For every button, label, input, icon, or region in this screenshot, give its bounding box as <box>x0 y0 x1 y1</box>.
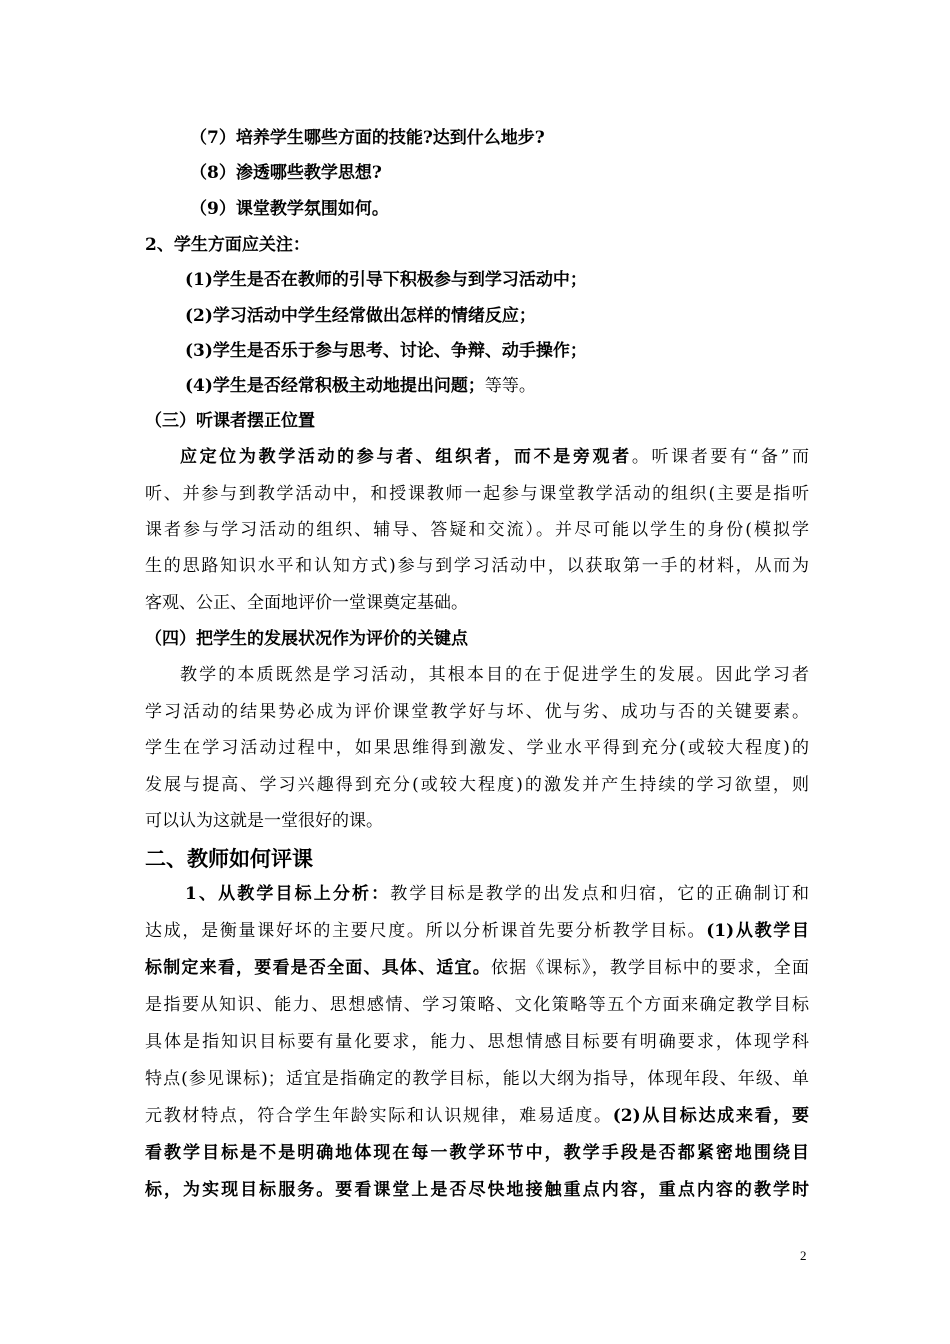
section-3-line-1 <box>180 445 809 469</box>
part-2-line-3 <box>145 956 809 980</box>
section-4-line-4: 发展与提高、学习兴趣得到充分(或较大程度)的激发并产生持续的学习欲望，则 <box>145 775 809 795</box>
section-4-line-3: 学生在学习活动过程中，如果思维得到激发、学业水平得到充分(或较大程度)的 <box>145 738 809 758</box>
student-focus-point-2: (2)学习活动中学生经常做出怎样的情绪反应； <box>185 306 536 326</box>
item-7: （7）培养学生哪些方面的技能?达到什么地步? <box>190 128 545 148</box>
section-3-line-1-bold: 应定位为教学活动的参与者、组织者，而不是旁观者 <box>180 447 632 467</box>
item-9: （9）课堂教学氛围如何。 <box>190 199 389 219</box>
section-3-heading: （三）听课者摆正位置 <box>145 411 315 431</box>
part-2-line-1-bold: 1、从教学目标上分析： <box>185 884 391 904</box>
student-focus-point-4-rest: 等等。 <box>484 376 536 396</box>
section-3-line-5: 客观、公正、全面地评价一堂课奠定基础。 <box>145 593 468 613</box>
section-3-line-3: 课者参与学习活动的组织、辅导、答疑和交流）。并尽可能以学生的身份(模拟学 <box>145 520 809 540</box>
part-2-line-8: 看教学目标是不是明确地体现在每一教学环节中，教学手段是否都紧密地围绕目 <box>145 1143 809 1163</box>
part-2-line-5: 具体是指知识目标要有量化要求，能力、思想情感目标要有明确要求，体现学科 <box>145 1032 809 1052</box>
section-3-line-1-rest: 。听课者要有“备”而 <box>631 447 809 467</box>
part-2-line-9: 标，为实现目标服务。要看课堂上是否尽快地接触重点内容，重点内容的教学时 <box>145 1180 809 1200</box>
page-number: 2 <box>800 1248 807 1263</box>
student-focus-point-3: (3)学生是否乐于参与思考、讨论、争辩、动手操作； <box>185 341 587 361</box>
part-2-line-3-rest: 依据《课标》，教学目标中的要求，全面 <box>490 958 810 978</box>
part-2-line-7-bold: (2)从目标达成来看，要 <box>612 1106 810 1126</box>
section-4-line-1: 教学的本质既然是学习活动，其根本目的在于促进学生的发展。因此学习者 <box>180 665 809 685</box>
section-3-line-2: 听、并参与到教学活动中，和授课教师一起参与课堂教学活动的组织(主要是指听 <box>145 484 809 504</box>
student-focus-heading: 2、学生方面应关注： <box>145 235 310 255</box>
item-8: （8）渗透哪些教学思想? <box>190 163 382 183</box>
part-2-line-4: 是指要从知识、能力、思想感情、学习策略、文化策略等五个方面来确定教学目标 <box>145 995 809 1015</box>
section-4-line-5: 可以认为这就是一堂很好的课。 <box>145 811 383 831</box>
section-3-line-4: 生的思路知识水平和认知方式)参与到学习活动中，以获取第一手的材料，从而为 <box>145 556 809 576</box>
part-2-line-2 <box>145 919 809 943</box>
part-2-line-1 <box>185 882 809 906</box>
part-2-line-2-text: 达成，是衡量课好坏的主要尺度。所以分析课首先要分析教学目标。 <box>145 921 707 941</box>
section-4-heading: （四）把学生的发展状况作为评价的关键点 <box>145 629 468 649</box>
part-2-line-1-rest: 教学目标是教学的出发点和归宿，它的正确制订和 <box>390 884 809 904</box>
student-focus-point-1: (1)学生是否在教师的引导下积极参与到学习活动中； <box>185 270 587 290</box>
student-focus-point-4-bold: (4)学生是否经常积极主动地提出问题； <box>185 376 485 396</box>
part-2-line-7-text: 元教材特点，符合学生年龄实际和认识规律，难易适度。 <box>145 1106 613 1126</box>
part-2-line-7 <box>145 1104 809 1128</box>
student-focus-point-4 <box>185 374 536 398</box>
part-2-heading: 二、教师如何评课 <box>145 846 313 871</box>
part-2-line-6: 特点(参见课标)；适宜是指确定的教学目标，能以大纲为指导，体现年段、年级、单 <box>145 1069 809 1089</box>
section-4-line-2: 学习活动的结果势必成为评价课堂教学好与坏、优与劣、成功与否的关键要素。 <box>145 702 809 722</box>
part-2-line-2-bold: (1)从教学目 <box>706 921 809 941</box>
part-2-line-3-bold: 标制定来看，要看是否全面、具体、适宜。 <box>145 958 491 978</box>
